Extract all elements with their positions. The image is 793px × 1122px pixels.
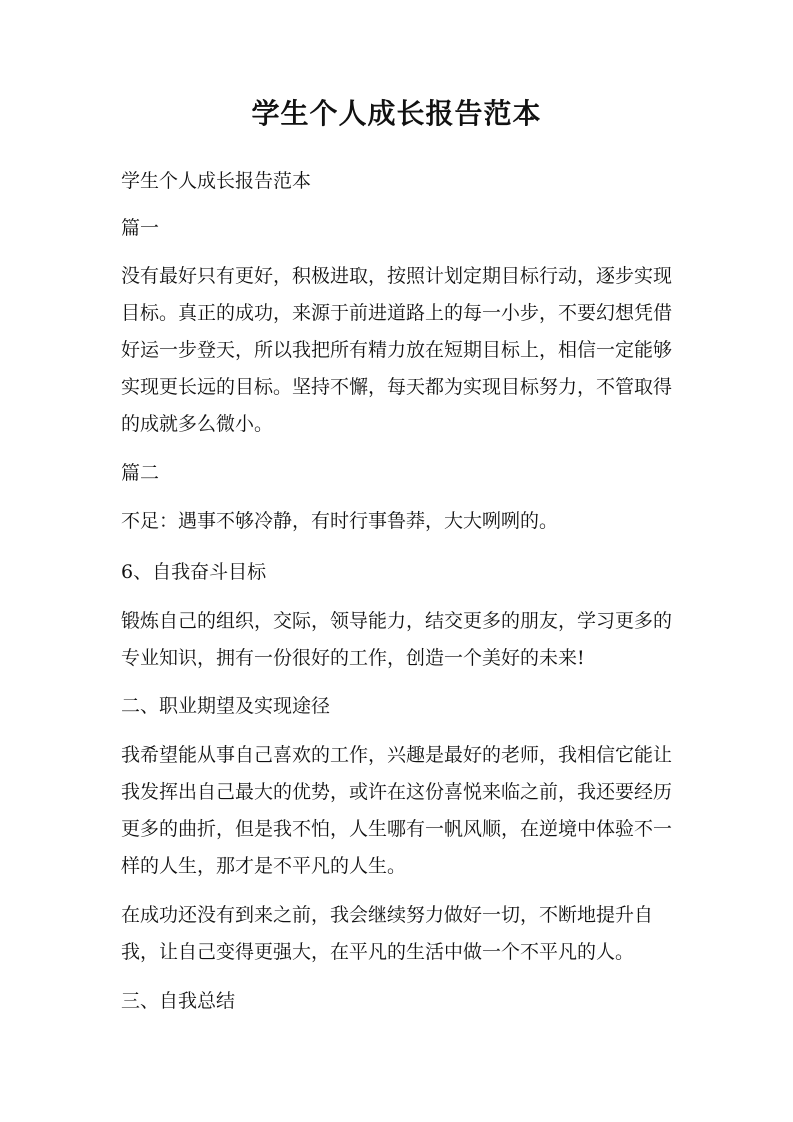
section-heading-goals: 6、自我奋斗目标 [121,561,267,583]
paragraph-line: 好运一步登天，所以我把所有精力放在短期目标上，相信一定能够 [121,339,673,361]
paragraph-line: 锻炼自己的组织，交际，领导能力，结交更多的朋友，学习更多的 [121,610,673,632]
paragraph-line: 在成功还没有到来之前，我会继续努力做好一切，不断地提升自 [121,904,654,926]
paragraph-line: 样的人生，那才是不平凡的人生。 [121,855,407,877]
paragraph-line: 实现更长远的目标。坚持不懈，每天都为实现目标努力，不管取得 [121,376,673,398]
subtitle-line: 学生个人成长报告范本 [121,170,312,192]
paragraph-line: 更多的曲折，但是我不怕，人生哪有一帆风顺，在逆境中体验不一 [121,818,673,840]
paragraph-line: 我希望能从事自己喜欢的工作，兴趣是最好的老师，我相信它能让 [121,744,673,766]
paragraph-line: 没有最好只有更好，积极进取，按照计划定期目标行动，逐步实现 [121,265,673,287]
section-heading-career: 二、职业期望及实现途径 [121,695,331,717]
section-heading-summary: 三、自我总结 [121,990,236,1012]
paragraph-line: 不足：遇事不够冷静，有时行事鲁莽，大大咧咧的。 [121,510,559,532]
paragraph-line: 我发挥出自己最大的优势，或许在这份喜悦来临之前，我还要经历 [121,781,673,803]
paragraph-line: 我，让自己变得更强大，在平凡的生活中做一个不平凡的人。 [121,941,635,963]
section-heading-part-two: 篇二 [121,462,160,484]
paragraph-line: 的成就多么微小。 [121,413,274,435]
section-heading-part-one: 篇一 [121,217,160,239]
paragraph-line: 专业知识，拥有一份很好的工作，创造一个美好的未来! [121,647,585,669]
document-title: 学生个人成长报告范本 [251,97,542,130]
paragraph-line: 目标。真正的成功，来源于前进道路上的每一小步，不要幻想凭借 [121,302,673,324]
